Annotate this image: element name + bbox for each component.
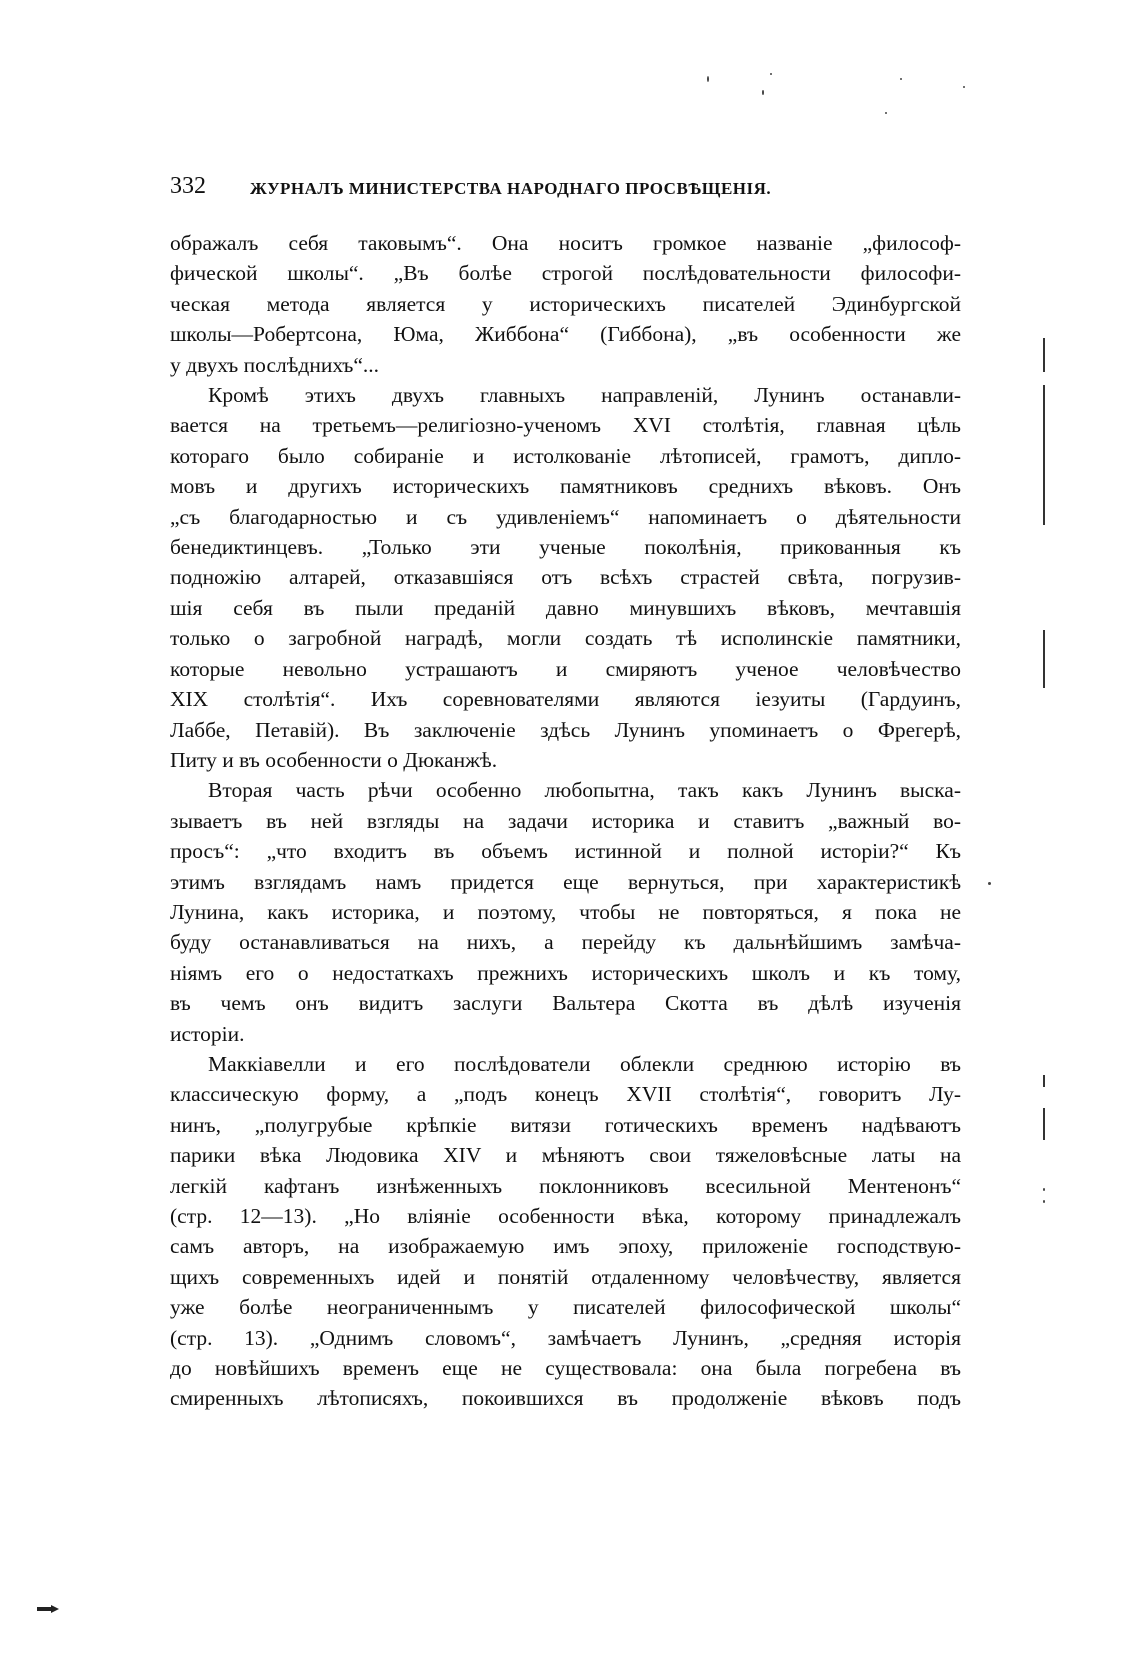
text-line: уже болѣе неограниченнымъ у писателей философической школы“ xyxy=(170,1295,961,1320)
text-line: Лаббе, Петавій). Въ заключеніе здѣсь Лунинъ упоминаетъ о Фрегерѣ, xyxy=(170,717,961,742)
text-line: котораго было собираніе и истолкованіе лѣтописей, грамотъ, дипло- xyxy=(170,443,961,468)
text-line: буду останавливаться на нихъ, а перейду къ дальнѣйшимъ замѣча- xyxy=(170,930,961,955)
paragraph xyxy=(170,1049,961,1414)
text-line: бенедиктинцевъ. „Только эти ученые поколѣнія, прикованныя къ xyxy=(170,535,961,560)
scan-speck xyxy=(885,112,887,114)
body-text xyxy=(170,228,961,1414)
scan-speck xyxy=(707,76,709,82)
text-line: Лунина, какъ историка, и поэтому, чтобы не повторяться, я пока не xyxy=(170,899,961,924)
text-line: у двухъ послѣднихъ“... xyxy=(170,352,380,377)
scan-speck xyxy=(1043,1188,1045,1191)
text-line: классическую форму, а „подъ конецъ XVII столѣтія“, говоритъ Лу- xyxy=(170,1082,961,1107)
scan-speck xyxy=(900,78,902,80)
page-number: 332 xyxy=(170,173,206,199)
text-line: Маккіавелли и его послѣдователи облекли среднюю исторію въ xyxy=(208,1051,961,1076)
text-line: „съ благодарностью и съ удивленіемъ“ напоминаетъ о дѣятельности xyxy=(170,504,961,529)
margin-rule xyxy=(1043,1075,1045,1087)
text-line: этимъ взглядамъ намъ придется еще вернуться, при характеристикѣ xyxy=(170,869,961,894)
text-line: вается на третьемъ—религіозно-ученомъ XVI столѣтія, главная цѣль xyxy=(170,413,961,438)
margin-arrow-icon xyxy=(37,1605,59,1613)
margin-rule xyxy=(1043,385,1045,525)
text-line: ображалъ себя таковымъ“. Она носитъ громкое названіе „философ- xyxy=(170,231,961,255)
text-line: исторіи. xyxy=(170,1021,245,1046)
text-line: ческая метода является у историческихъ писателей Эдинбургской xyxy=(170,291,961,316)
text-line: самъ авторъ, на изображаемую имъ эпоху, приложеніе господствую- xyxy=(170,1234,961,1259)
margin-rule xyxy=(1043,1108,1045,1140)
text-line: нинъ, „полугрубые крѣпкіе витязи готическихъ временъ надѣваютъ xyxy=(170,1112,961,1137)
text-line: (стр. 13). „Однимъ словомъ“, замѣчаетъ Лунинъ, „средняя исторія xyxy=(170,1325,961,1350)
text-line: просъ“: „что входитъ въ объемъ истинной и полной исторіи?“ Къ xyxy=(170,839,961,864)
running-head: ЖУРНАЛЪ МИНИСТЕРСТВА НАРОДНАГО ПРОСВѢЩЕНІЯ. xyxy=(250,179,772,198)
paragraph xyxy=(170,228,961,380)
text-line: школы—Робертсона, Юма, Жиббона“ (Гиббона), „въ особенности же xyxy=(170,322,961,347)
text-line: XIX столѣтія“. Ихъ соревнователями являются іезуиты (Гардуинъ, xyxy=(170,687,961,712)
scan-speck xyxy=(1043,1200,1045,1203)
text-line: въ чемъ онъ видитъ заслуги Вальтера Скотта въ дѣлѣ изученія xyxy=(170,991,961,1016)
scan-speck xyxy=(988,882,991,885)
text-line: легкій кафтанъ изнѣженныхъ поклонниковъ всесильной Ментенонъ“ xyxy=(170,1173,961,1198)
margin-rule xyxy=(1043,630,1045,688)
text-line: зываетъ въ ней взгляды на задачи историка и ставитъ „важный во- xyxy=(170,808,961,833)
scan-speck xyxy=(762,90,764,95)
scan-speck xyxy=(963,86,965,88)
paragraph xyxy=(170,380,961,775)
text-line: мовъ и другихъ историческихъ памятниковъ среднихъ вѣковъ. Онъ xyxy=(170,474,961,499)
text-line: Питу и въ особенности о Дюканжѣ. xyxy=(170,747,498,772)
text-line: шія себя въ пыли преданій давно минувшихъ вѣковъ, мечтавшія xyxy=(170,595,961,620)
scan-speck xyxy=(770,73,772,75)
text-line: (стр. 12—13). „Но вліяніе особенности вѣка, которому принадлежалъ xyxy=(170,1204,961,1228)
paragraph xyxy=(170,775,961,1049)
text-line: которые невольно устрашаютъ и смиряютъ ученое человѣчество xyxy=(170,656,961,681)
text-line: подножію алтарей, отказавшіяся отъ всѣхъ страстей свѣта, погрузив- xyxy=(170,565,961,590)
text-line: Вторая часть рѣчи особенно любопытна, такъ какъ Лунинъ выска- xyxy=(208,778,961,803)
text-line: фической школы“. „Въ болѣе строгой послѣдовательности философи- xyxy=(170,261,961,286)
text-line: парики вѣка Людовика XIV и мѣняютъ свои тяжеловѣсные латы на xyxy=(170,1143,961,1168)
text-line: смиренныхъ лѣтописяхъ, покоившихся въ продолженіе вѣковъ подъ xyxy=(170,1386,961,1411)
text-line: только о загробной наградѣ, могли создать тѣ исполинскіе памятники, xyxy=(170,626,961,651)
margin-rule xyxy=(1043,338,1045,372)
text-line: Кромѣ этихъ двухъ главныхъ направленій, Лунинъ останавли- xyxy=(208,383,961,408)
text-line: щихъ современныхъ идей и понятій отдаленному человѣчеству, является xyxy=(170,1264,961,1289)
text-line: ніямъ его о недостаткахъ прежнихъ историческихъ школъ и къ тому, xyxy=(170,960,961,985)
text-line: до новѣйшихъ временъ еще не существовала: она была погребена въ xyxy=(170,1356,961,1381)
page-header xyxy=(170,174,960,210)
